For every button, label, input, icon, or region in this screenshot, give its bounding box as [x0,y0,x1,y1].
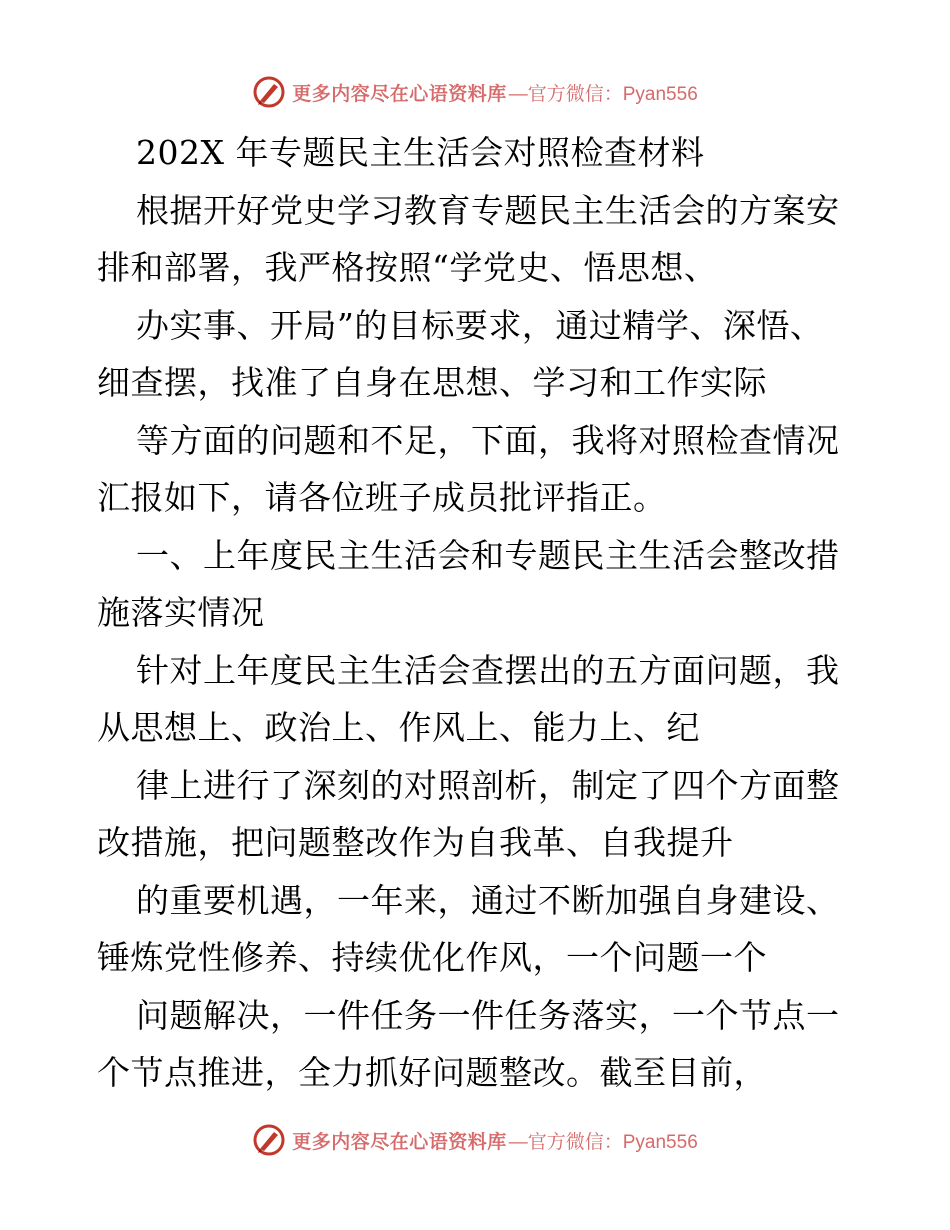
section-heading-line: 一、上年度民主生活会和专题民主生活会整改措 [136,535,840,575]
text-line: 汇报如下，请各位班子成员批评指正。 [97,478,667,517]
text-line: 个节点推进，全力抓好问题整改。截至目前， [97,1053,767,1092]
section-heading-line: 施落实情况 [97,593,265,632]
document-title: 202X 年专题民主生活会对照检查材料 [136,133,705,172]
pen-logo-icon [252,75,286,109]
watermark-header [0,72,950,112]
watermark-footer [0,1120,950,1160]
watermark-wechat-text: —官方微信：Pyan556 [508,1131,698,1153]
text-line: 改措施，把问题整改作为自我革、自我提升 [97,823,734,862]
document-body [97,124,857,1102]
text-line: 等方面的问题和不足，下面，我将对照检查情况 [136,420,840,460]
watermark-main-text: 更多内容尽在心语资料库 [292,1131,507,1153]
text-line: 律上进行了深刻的对照剖析，制定了四个方面整 [136,765,840,805]
watermark-main-text: 更多内容尽在心语资料库 [292,83,507,105]
text-line: 锤炼党性修养、持续优化作风，一个问题一个 [97,938,767,977]
text-line: 问题解决，一件任务一件任务落实，一个节点一 [136,995,840,1035]
text-line: 细查摆，找准了自身在思想、学习和工作实际 [97,363,767,402]
watermark-wechat-text: —官方微信：Pyan556 [508,83,698,105]
text-line: 排和部署，我严格按照“学党史、悟思想、 [97,248,718,287]
pen-logo-icon [252,1123,286,1157]
text-line: 针对上年度民主生活会查摆出的五方面问题，我 [136,650,840,690]
text-line: 办实事、开局”的目标要求，通过精学、深悟、 [136,305,824,345]
text-line: 根据开好党史学习教育专题民主生活会的方案安 [136,190,840,230]
text-line: 从思想上、政治上、作风上、能力上、纪 [97,708,700,747]
text-line: 的重要机遇，一年来，通过不断加强自身建设、 [136,880,840,920]
